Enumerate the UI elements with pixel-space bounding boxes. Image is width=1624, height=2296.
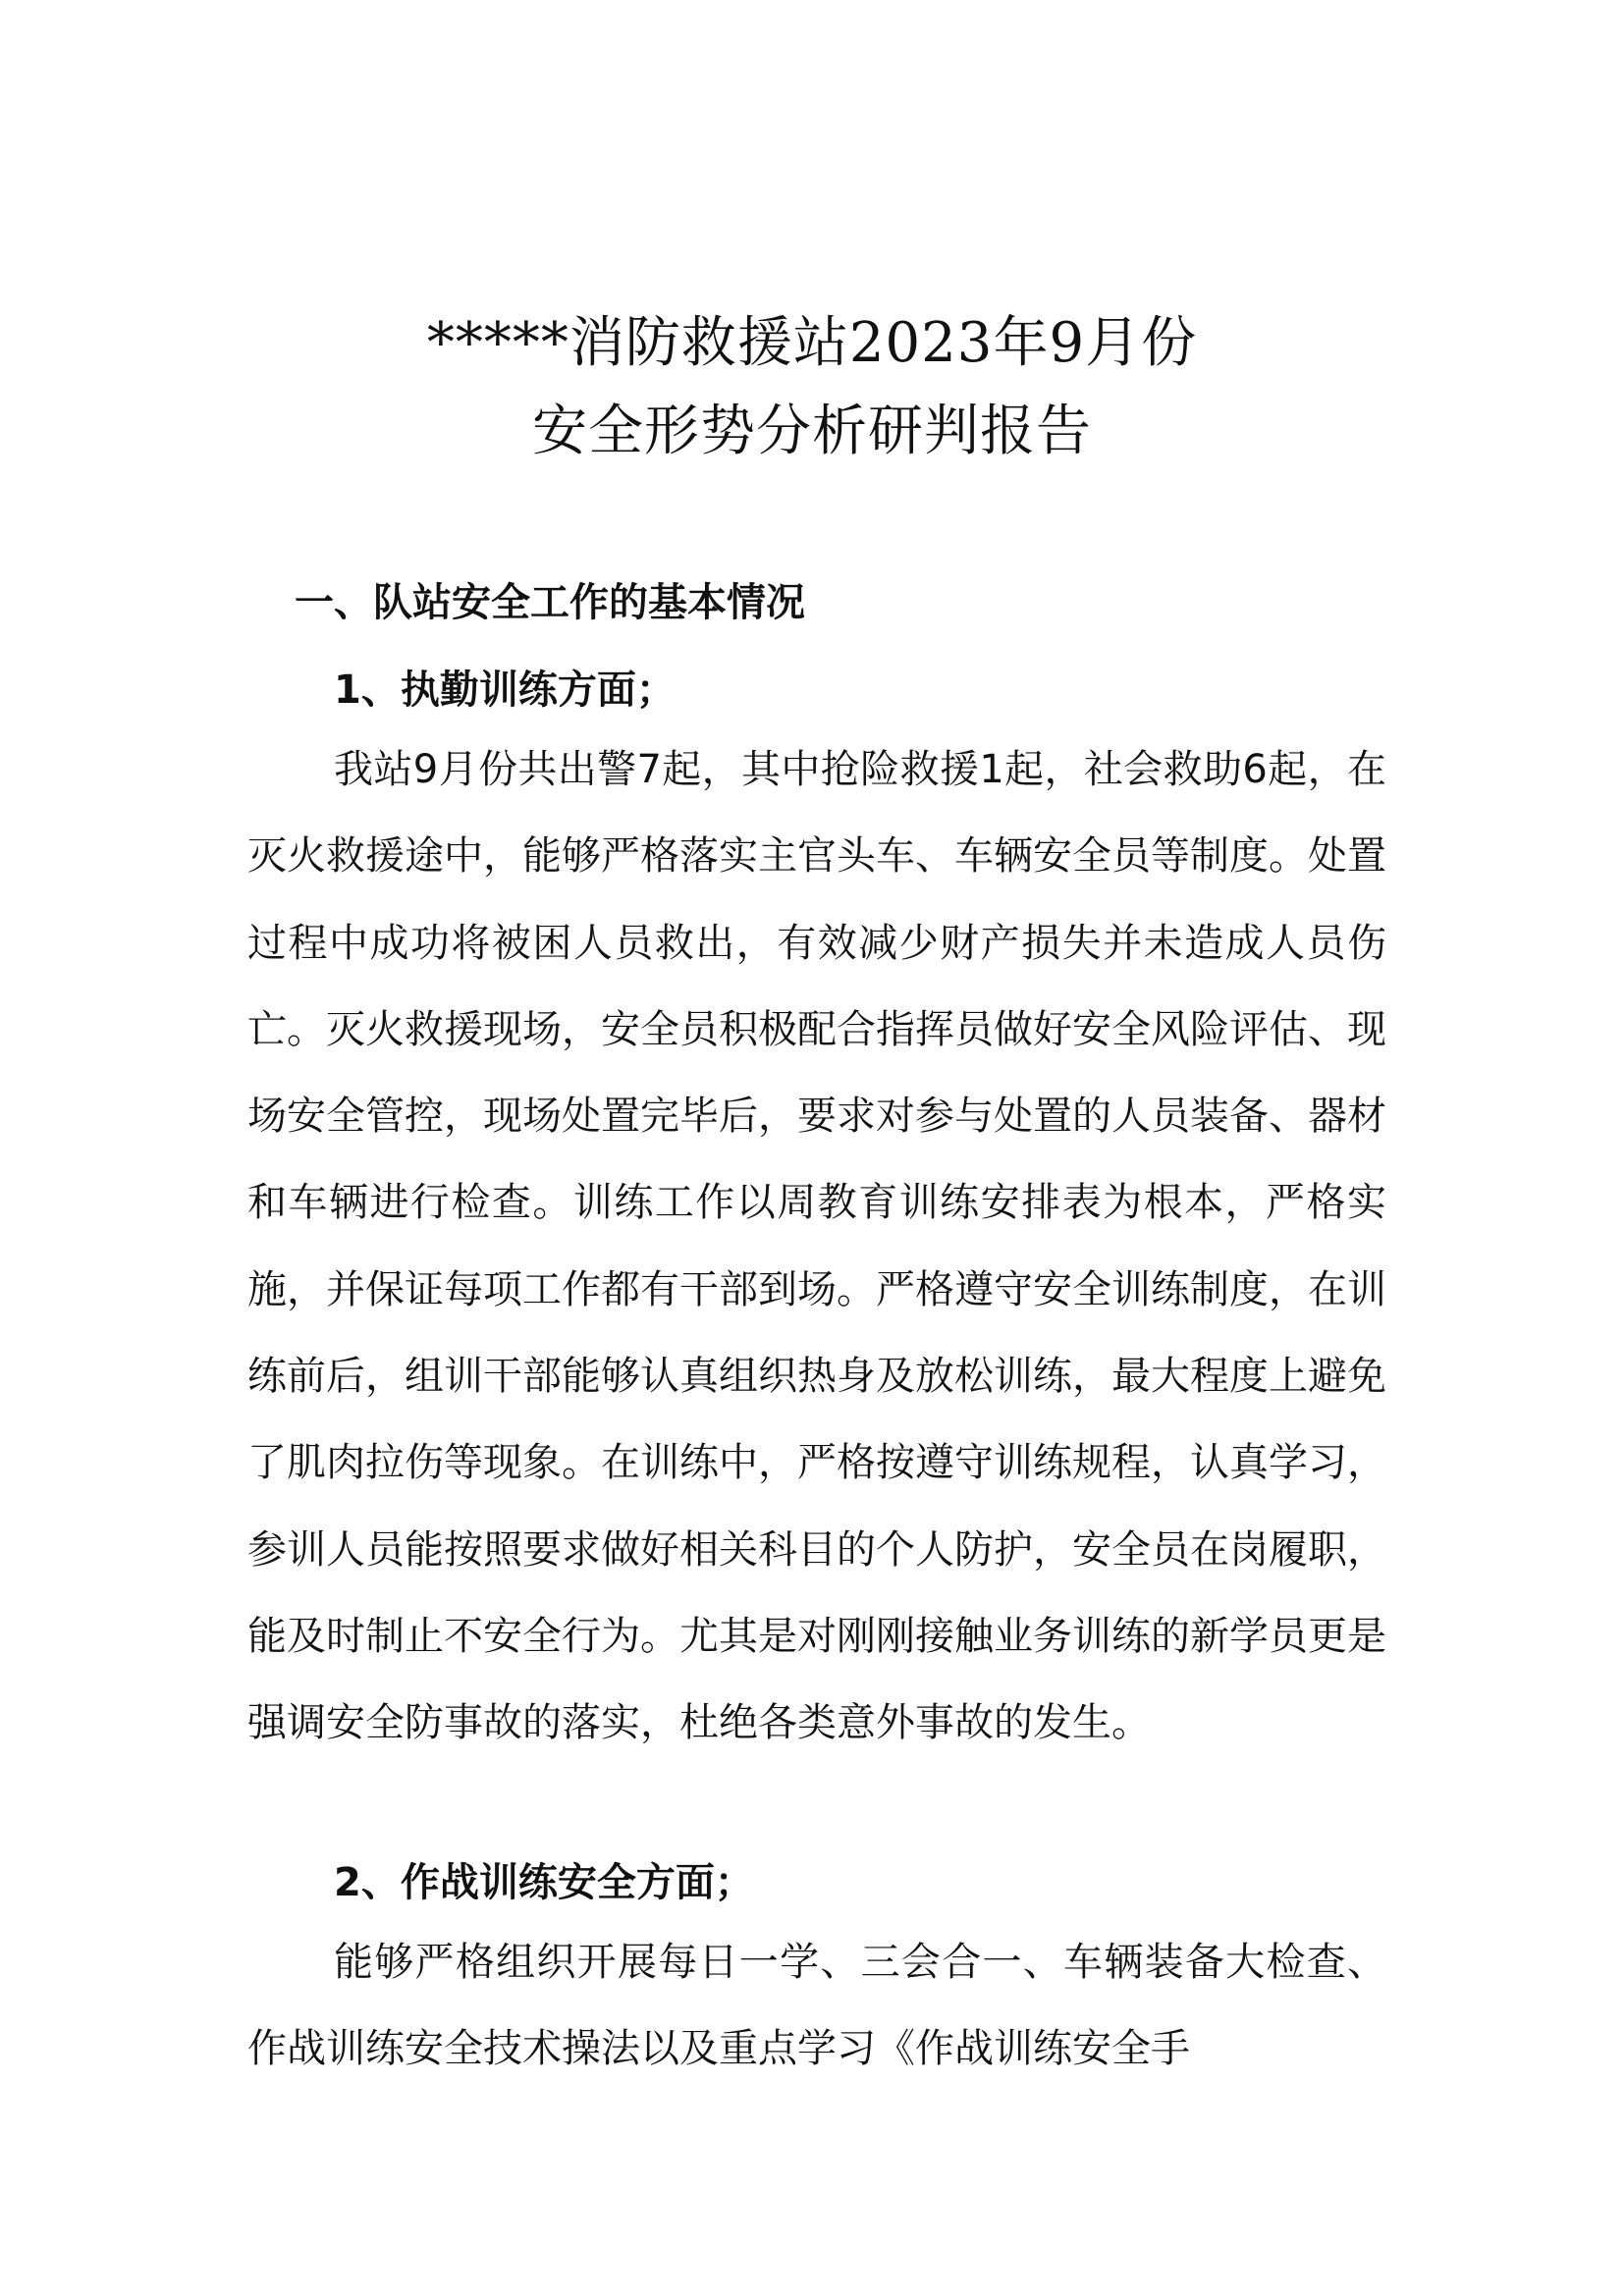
subsection-2-body: 能够严格组织开展每日一学、三会合一、车辆装备大检查、作战训练安全技术操法以及重点学习《作战训练安全手 [247,1940,1386,2072]
subsection-1-body: 我站9月份共出警7起，其中抢险救援1起，社会救助6起，在灭火救援途中，能够严格落实主官头车、车辆安全员等制度。处置过程中成功将被困人员救出，有效减少财产损失并未造成人员伤亡。灭火救援现场，安全员积极配合指挥员做好安全风险评估、现场安全管控，现场处置完毕后，要求对参与处置的人员装备、器材和车辆进行检查。训练工作以周教育训练安排表为根本，严格实施，并保证每项工作都有干部到场。严格遵守安全训练制度，在训练前后，组训干部能够认真组织热身及放松训练，最大程度上避免了肌肉拉伤等现象。在训练中，严格按遵守训练规程，认真学习，参训人员能按照要求做好相关科目的个人防护，安全员在岗履职，能及时制止不安全行为。尤其是对刚刚接触业务训练的新学员更是强调安全防事故的落实，杜绝各类意外事故的发生。 [247,747,1386,1746]
document-title-line-1: *****消防救援站2023年9月份 [426,311,1198,375]
section-heading-1: 一、队站安全工作的基本情况 [295,580,805,625]
subsection-heading-1: 1、执勤训练方面； [334,667,676,713]
document-title-line-2: 安全形势分析研判报告 [532,400,1092,463]
subsection-heading-2: 2、作战训练安全方面； [334,1860,754,1905]
